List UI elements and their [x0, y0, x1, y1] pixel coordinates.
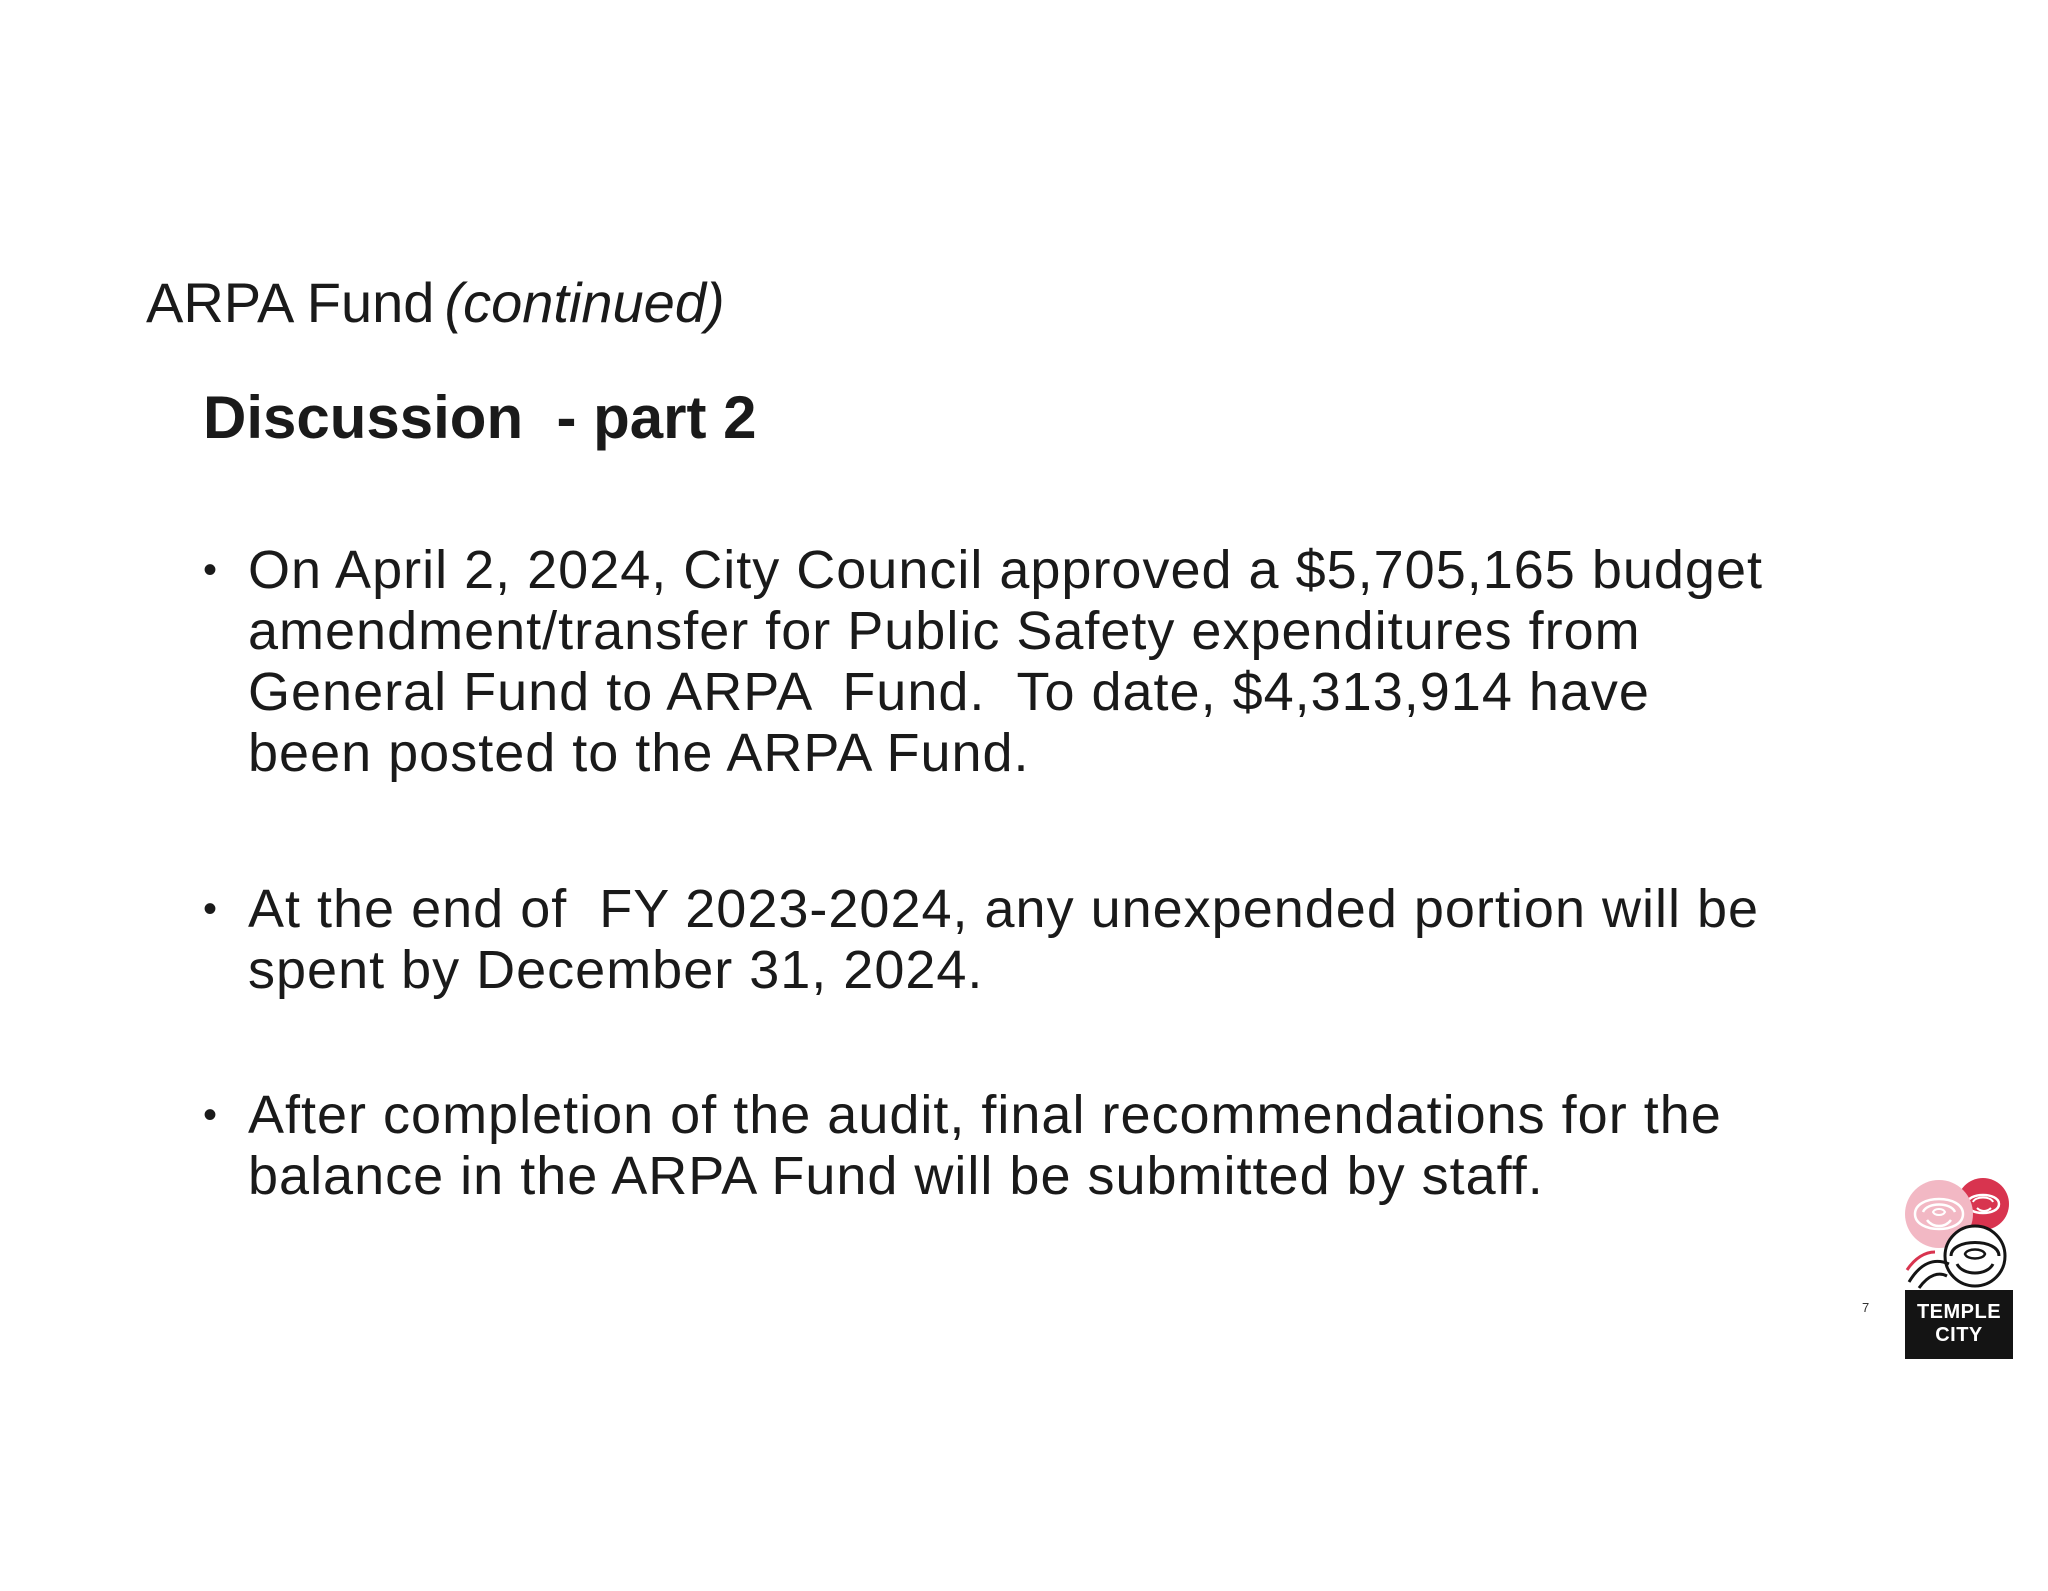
temple-city-logo — [1905, 1178, 2013, 1359]
logo-wordmark — [1905, 1290, 2013, 1359]
page-number: 7 — [1862, 1300, 1870, 1315]
bullet-dot-icon: • — [203, 548, 219, 592]
rose-flower-icon — [1905, 1178, 2013, 1290]
bullet-text: On April 2, 2024, City Council approved a $5,705,165 budget amendment/transfer for Public Safety expenditures from General Fund to ARPA Fund. To date, $4,313,914 have been posted to the ARPA Fund. — [248, 540, 1780, 783]
bullet-list — [203, 540, 1780, 1207]
logo-line-2: CITY — [1935, 1324, 1983, 1346]
bullet-dot-icon: • — [203, 887, 219, 931]
section-title-qualifier: (continued) — [444, 271, 725, 334]
bullet-item — [203, 1085, 1763, 1207]
bullet-text: At the end of FY 2023-2024, any unexpended portion will be spent by December 31, 2024. — [248, 879, 1776, 1000]
section-title — [146, 272, 725, 334]
bullet-item — [203, 879, 1776, 1001]
bullet-item — [203, 540, 1780, 784]
bullet-text: After completion of the audit, final recommendations for the balance in the ARPA Fund will be submitted by staff. — [248, 1085, 1738, 1206]
logo-line-1: TEMPLE — [1916, 1301, 2002, 1323]
slide-subtitle: Discussion - part 2 — [203, 384, 757, 451]
section-title-text: ARPA Fund — [146, 271, 435, 334]
bullet-dot-icon: • — [203, 1093, 219, 1137]
